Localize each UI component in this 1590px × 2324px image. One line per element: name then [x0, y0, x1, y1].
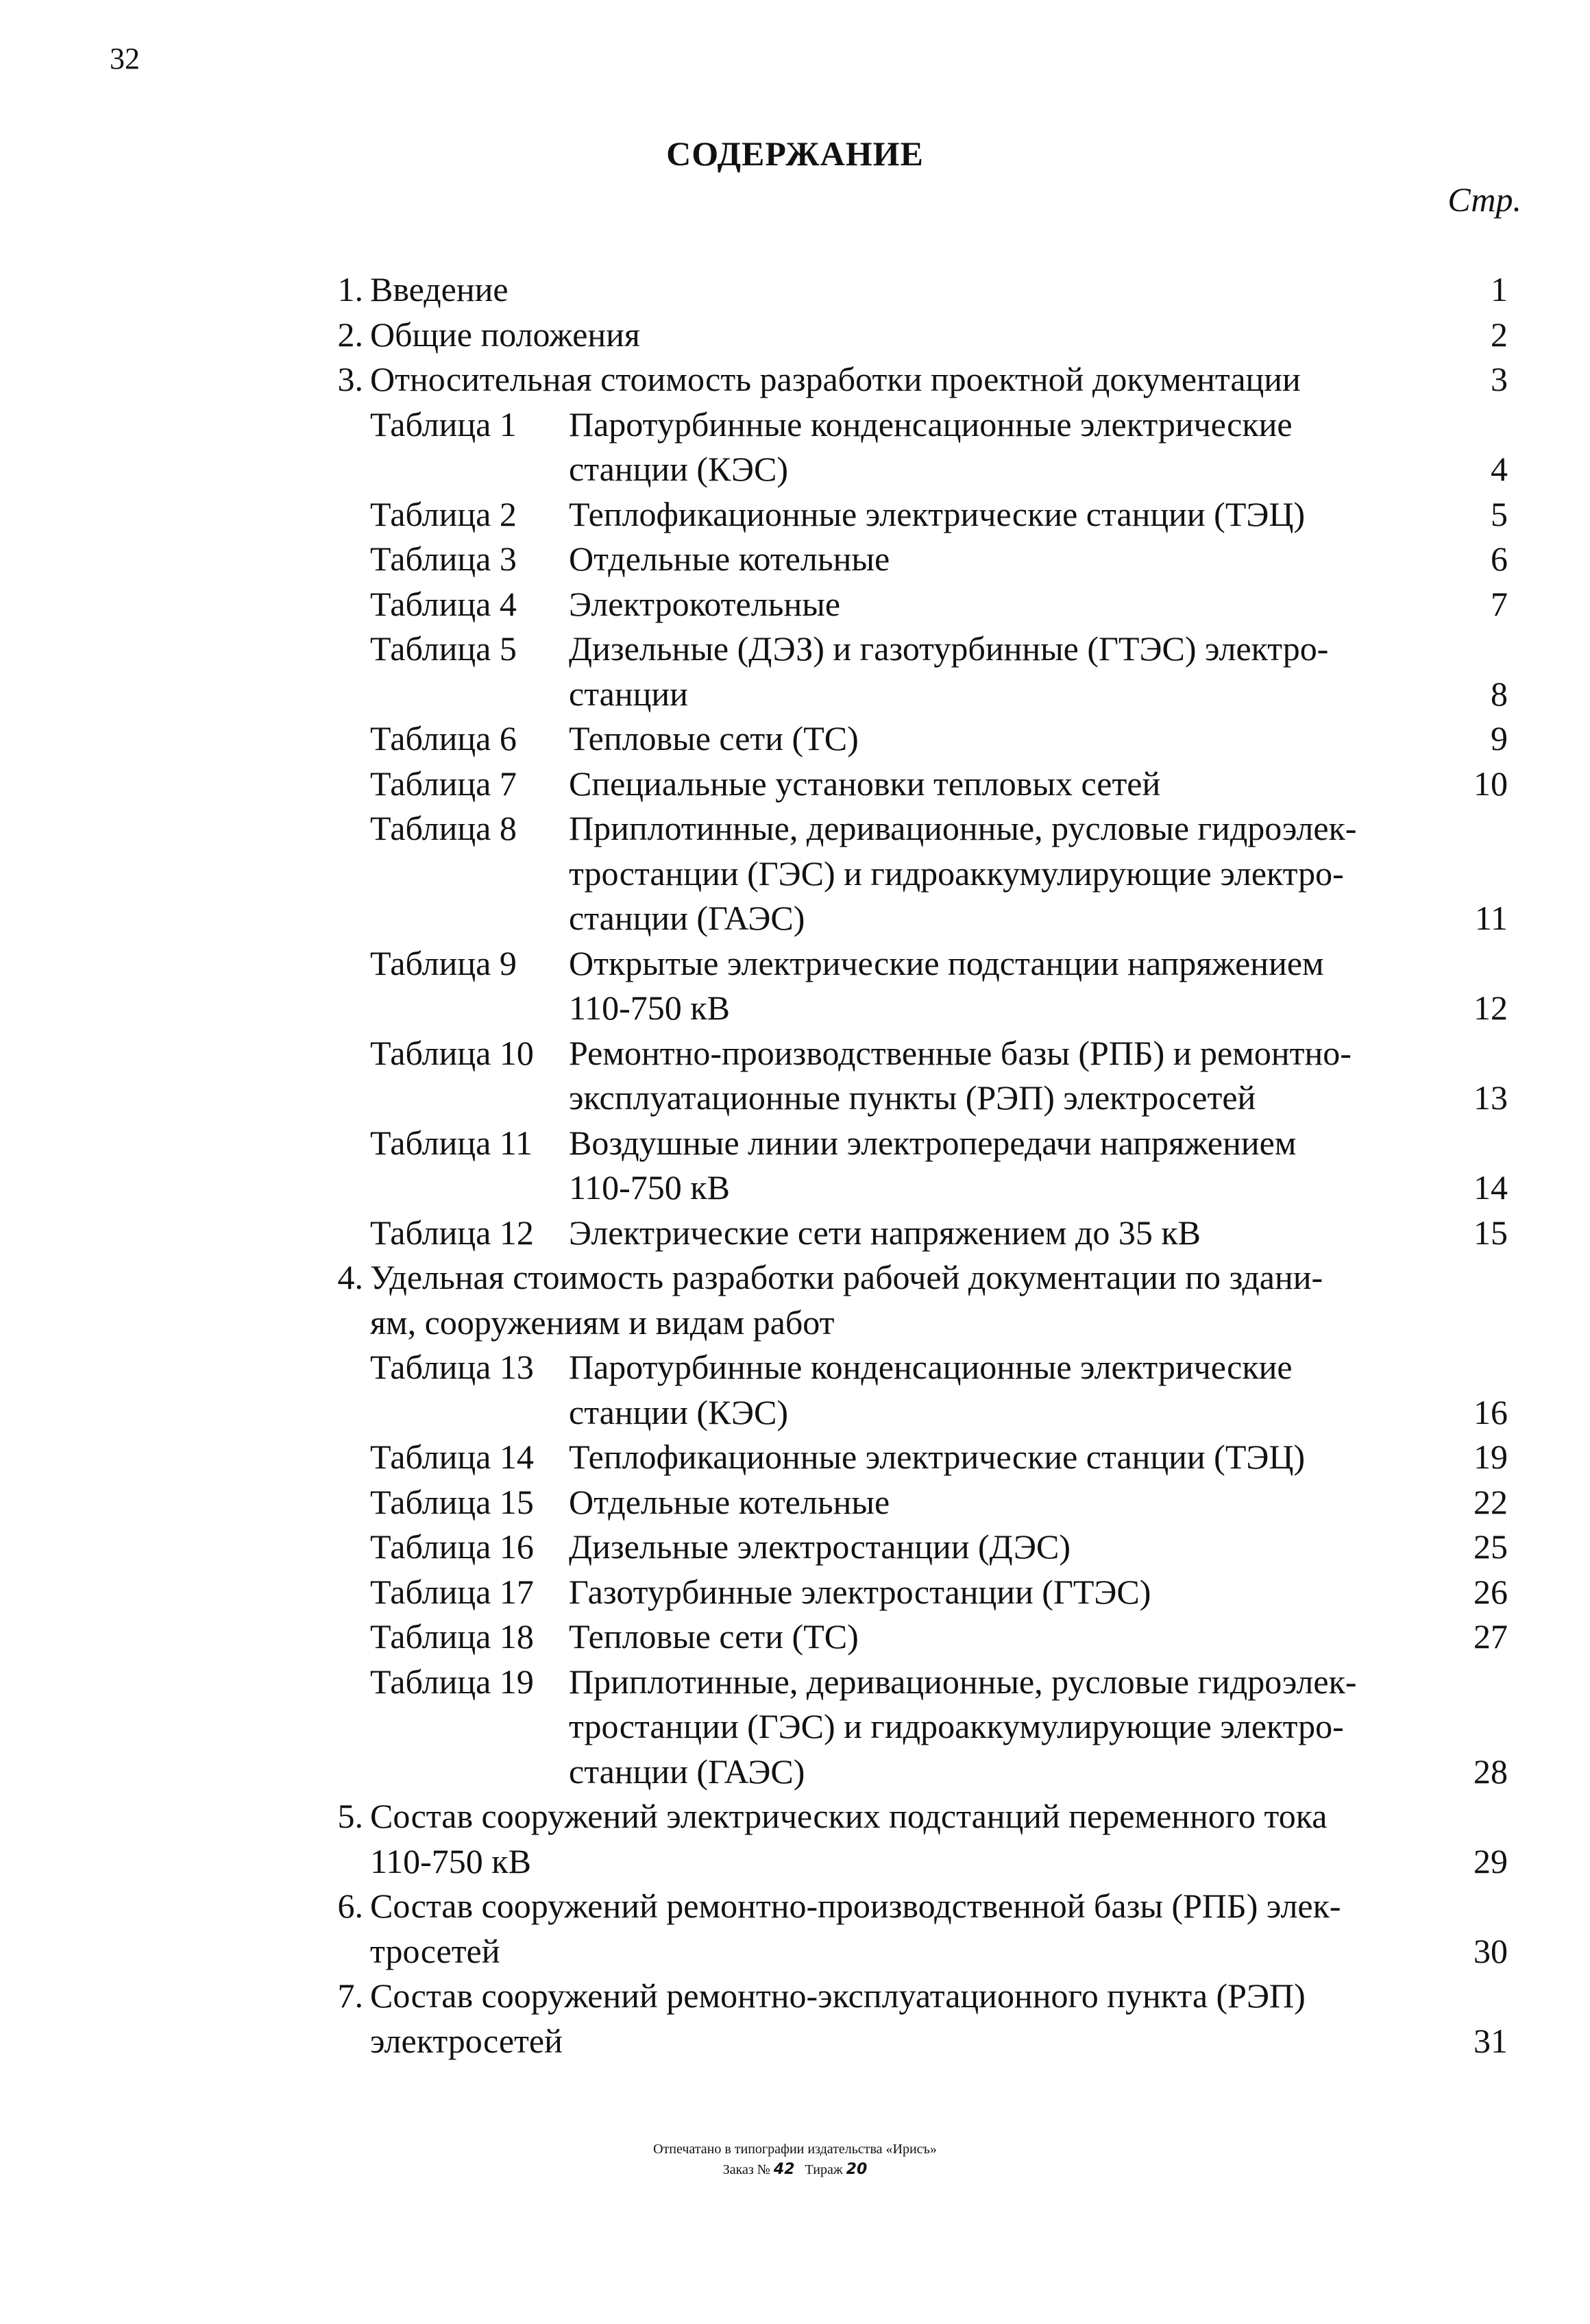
toc-page-number: 30 — [1473, 1931, 1508, 1970]
toc-table-text: тростанции (ГЭС) и гидроаккумулирующие электро- — [569, 854, 1344, 893]
toc-table-text: Воздушные линии электропередачи напряжением — [569, 1123, 1297, 1162]
toc-page-number: 9 — [1491, 719, 1508, 758]
toc-table-text: эксплуатационные пункты (РЭП) электросетей — [569, 1078, 1256, 1117]
toc-page-number: 6 — [1491, 540, 1508, 578]
toc-section-entry — [0, 313, 1590, 358]
page-column-header: Стр. — [1447, 180, 1521, 219]
toc-page-number: 31 — [1473, 2021, 1508, 2060]
toc-table-label: Таблица 6 — [370, 719, 517, 758]
toc-page-number: 2 — [1491, 315, 1508, 354]
toc-table-label: Таблица 11 — [370, 1123, 533, 1162]
page-number: 32 — [110, 42, 140, 75]
toc-table-text: Отдельные котельные — [569, 540, 890, 578]
toc-page-number: 14 — [1473, 1168, 1508, 1207]
toc-table-entry — [0, 1570, 1590, 1615]
toc-section-number: 7. — [337, 1976, 363, 2015]
toc-section-text: Состав сооружений ремонтно-эксплуатационного пункта (РЭП) — [370, 1976, 1306, 2015]
toc-section-entry — [0, 1884, 1590, 1974]
toc-table-label: Таблица 12 — [370, 1213, 534, 1252]
toc-table-text: Газотурбинные электростанции (ГТЭС) — [569, 1572, 1151, 1611]
toc-section-text: Относительная стоимость разработки проектной документации — [370, 360, 1301, 398]
toc-table-label: Таблица 1 — [370, 404, 517, 444]
toc-table-text: Паротурбинные конденсационные электрические — [569, 1348, 1293, 1386]
toc-section-number: 2. — [337, 315, 363, 354]
toc-page-number: 1 — [1491, 270, 1508, 308]
toc-table-label: Таблица 3 — [370, 540, 517, 578]
toc-section-entry — [0, 1974, 1590, 2063]
toc-page-number: 27 — [1473, 1617, 1508, 1656]
toc-section-text: тросетей — [370, 1931, 500, 1970]
toc-table-label: Таблица 17 — [370, 1572, 534, 1611]
toc-table-entry — [0, 806, 1590, 941]
toc-table-entry — [0, 537, 1590, 582]
toc-table-entry — [0, 627, 1590, 716]
toc-table-entry — [0, 1525, 1590, 1570]
toc-table-entry — [0, 492, 1590, 537]
toc-table-text: 110-750 кВ — [569, 1168, 730, 1207]
toc-page-number: 26 — [1473, 1572, 1508, 1611]
toc-page-number: 4 — [1491, 450, 1508, 488]
toc-section-number: 5. — [337, 1797, 363, 1835]
toc-page-number: 19 — [1473, 1438, 1508, 1476]
toc-table-text: 110-750 кВ — [569, 989, 730, 1027]
toc-table-entry — [0, 1660, 1590, 1795]
printer-imprint — [0, 2139, 1590, 2180]
toc-table-entry — [0, 1435, 1590, 1480]
toc-table-text: Ремонтно-производственные базы (РПБ) и ремонтно- — [569, 1033, 1352, 1072]
toc-table-text: Приплотинные, деривационные, русловые гидроэлек- — [569, 1662, 1357, 1701]
print-run-number: 20 — [846, 2161, 868, 2178]
toc-table-text: Теплофикационные электрические станции (ТЭЦ) — [569, 1438, 1306, 1476]
toc-section-text: Состав сооружений электрических подстанций переменного тока — [370, 1797, 1328, 1835]
toc-section-number: 1. — [337, 270, 363, 308]
toc-table-label: Таблица 4 — [370, 584, 517, 623]
toc-table-label: Таблица 7 — [370, 764, 517, 803]
toc-section-text: Удельная стоимость разработки рабочей документации по здани- — [370, 1258, 1323, 1296]
toc-table-entry — [0, 1480, 1590, 1525]
toc-page-number: 28 — [1473, 1752, 1508, 1791]
toc-table-text: Электрические сети напряжением до 35 кВ — [569, 1213, 1201, 1252]
toc-table-entry — [0, 582, 1590, 627]
toc-table-text: Электрокотельные — [569, 584, 841, 623]
toc-page-number: 8 — [1491, 674, 1508, 713]
page-title: СОДЕРЖАНИЕ — [666, 134, 924, 173]
toc-table-text: Приплотинные, деривационные, русловые гидроэлек- — [569, 809, 1357, 847]
toc-page-number: 3 — [1491, 360, 1508, 398]
toc-table-label: Таблица 14 — [370, 1438, 534, 1476]
toc-table-text: Паротурбинные конденсационные электрические — [569, 404, 1293, 444]
toc-section-text: 110-750 кВ — [370, 1841, 531, 1880]
toc-page-number: 10 — [1473, 764, 1508, 803]
toc-table-label: Таблица 2 — [370, 494, 517, 533]
toc-table-text: станции — [569, 674, 688, 713]
toc-table-text: Теплофикационные электрические станции (ТЭЦ) — [569, 494, 1306, 533]
toc-table-text: тростанции (ГЭС) и гидроаккумулирующие электро- — [569, 1707, 1344, 1745]
toc-table-label: Таблица 5 — [370, 629, 517, 668]
toc-section-entry — [0, 357, 1590, 402]
toc-section-entry — [0, 267, 1590, 313]
toc-table-label: Таблица 16 — [370, 1527, 534, 1566]
toc-page-number: 11 — [1474, 899, 1508, 937]
order-number: 42 — [773, 2161, 795, 2178]
toc-section-entry — [0, 1255, 1590, 1345]
toc-table-label: Таблица 10 — [370, 1033, 534, 1072]
toc-table-text: станции (КЭС) — [569, 450, 788, 488]
toc-table-label: Таблица 18 — [370, 1617, 534, 1656]
toc-section-text: электросетей — [370, 2021, 563, 2060]
toc-table-label: Таблица 8 — [370, 809, 517, 847]
toc-page-number: 5 — [1491, 494, 1508, 533]
toc-table-text: Отдельные котельные — [569, 1482, 890, 1521]
toc-page-number: 29 — [1473, 1841, 1508, 1880]
toc-section-text: Общие положения — [370, 315, 640, 354]
toc-table-entry — [0, 402, 1590, 492]
toc-page-number: 25 — [1473, 1527, 1508, 1566]
toc-table-label: Таблица 19 — [370, 1662, 534, 1701]
toc-table-text: Дизельные электростанции (ДЭС) — [569, 1527, 1071, 1566]
toc-table-text: станции (ГАЭС) — [569, 899, 805, 937]
toc-table-text: станции (ГАЭС) — [569, 1752, 805, 1791]
toc-table-label: Таблица 9 — [370, 943, 517, 982]
toc-page-number: 13 — [1473, 1078, 1508, 1117]
toc-table-entry — [0, 941, 1590, 1031]
toc-table-entry — [0, 1345, 1590, 1435]
toc-table-text: Специальные установки тепловых сетей — [569, 764, 1161, 803]
toc-section-entry — [0, 1794, 1590, 1884]
toc-table-text: Тепловые сети (ТС) — [569, 719, 859, 758]
toc-table-entry — [0, 1121, 1590, 1211]
imprint-line: Отпечатано в типографии издательства «Ирисъ» — [653, 2142, 937, 2157]
toc-section-number: 4. — [337, 1258, 363, 1296]
toc-table-entry — [0, 762, 1590, 807]
toc-page-number: 15 — [1473, 1213, 1508, 1252]
toc-table-label: Таблица 15 — [370, 1482, 534, 1521]
toc-table-entry — [0, 1211, 1590, 1256]
toc-section-number: 3. — [337, 360, 363, 398]
print-run-label: Тираж — [805, 2162, 843, 2177]
toc-table-text: Тепловые сети (ТС) — [569, 1617, 859, 1656]
imprint-order-line — [0, 2159, 1590, 2180]
toc-page-number: 22 — [1473, 1482, 1508, 1521]
order-label: Заказ № — [722, 2162, 770, 2177]
toc-page-number: 12 — [1473, 989, 1508, 1027]
toc-table-text: станции (КЭС) — [569, 1392, 788, 1431]
toc-table-entry — [0, 1031, 1590, 1121]
toc-table-entry — [0, 1614, 1590, 1660]
toc-table-entry — [0, 716, 1590, 762]
toc-section-text: Состав сооружений ремонтно-производственной базы (РПБ) элек- — [370, 1887, 1341, 1925]
toc-page-number: 7 — [1491, 584, 1508, 623]
toc-section-number: 6. — [337, 1887, 363, 1925]
toc-section-text: Введение — [370, 270, 509, 308]
toc-table-label: Таблица 13 — [370, 1348, 534, 1386]
toc-section-text: ям, сооружениям и видам работ — [370, 1303, 835, 1342]
toc-table-text: Дизельные (ДЭЗ) и газотурбинные (ГТЭС) электро- — [569, 629, 1329, 668]
toc-page-number: 16 — [1473, 1392, 1508, 1431]
toc-table-text: Открытые электрические подстанции напряжением — [569, 943, 1324, 982]
